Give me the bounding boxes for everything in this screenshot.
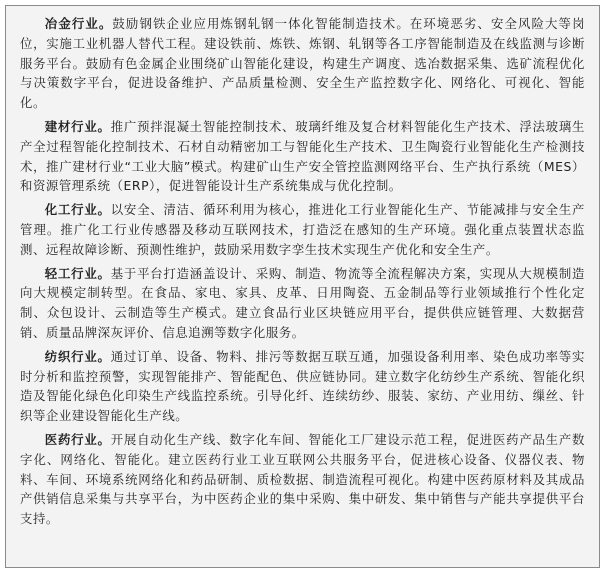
section-heading: 建材行业。 xyxy=(44,118,111,134)
section-body: 推广预拌混凝土智能控制技术、玻璃纤维及复合材料智能化生产技术、浮法玻璃生产全过程智能化控制技术、石材自动精密加工与智能化生产技术、卫生陶瓷行业智能化生产检测技术，推广建材行业“工业大脑”模式。构建矿山生产安全管控监测网络平台、生产执行系统（MES）和资源管理系统（ERP），促进智能设计生产系统集成与优化控制。 xyxy=(20,118,585,194)
paragraph-pharmaceutical xyxy=(20,430,585,529)
paragraph-textile xyxy=(20,347,585,426)
paragraph-building-materials xyxy=(20,117,585,196)
section-heading: 医药行业。 xyxy=(44,431,111,447)
section-body: 开展自动化生产线、数字化车间、智能化工厂建设示范工程，促进医药产品生产数字化、网络化、智能化。建立医药行业工业互联网公共服务平台，促进核心设备、仪器仪表、物料、车间、环境系统网络化和药品研制、质检数据、制造流程可视化。构建中医药原材料及其成品产供销信息采集与共享平台，为中医药企业的集中采购、集中研发、集中销售与产能共享提供平台支持。 xyxy=(20,431,585,527)
section-body: 以安全、清洁、循环利用为核心，推进化工行业智能化生产、节能减排与安全生产管理。推广化工行业传感器及移动互联网技术，打造泛在感知的生产环境。强化重点装置状态监测、远程故障诊断、预测性维护，鼓励采用数字孪生技术实现生产优化和安全生产。 xyxy=(20,202,585,257)
paragraph-chemical xyxy=(20,200,585,259)
section-body: 通过订单、设备、物料、排污等数据互联互通，加强设备利用率、染色成功率等实时分析和监控预警，实现智能排产、智能配色、供应链协同。建立数字化纺纱生产系统、智能化织造及智能化绿色化印染生产线监控系统。引导化纤、连续纺纱、服装、家纺、产业用纺、缫丝、针织等企业建设智能化生产线。 xyxy=(20,348,585,424)
section-heading: 化工行业。 xyxy=(44,202,111,218)
section-heading: 纺织行业。 xyxy=(44,348,111,364)
text-panel xyxy=(5,5,600,568)
section-body: 基于平台打造涵盖设计、采购、制造、物流等全流程解决方案，实现从大规模制造向大规模定制转型。在食品、家电、家具、皮革、日用陶瓷、五金制品等行业领域推行个性化定制、众包设计、云制造等生产模式。建立食品行业区块链应用平台，提供供应链管理、大数据营销、质量品牌深灰评价、信息追溯等数字化服务。 xyxy=(20,265,585,340)
section-heading: 轻工行业。 xyxy=(44,265,111,281)
section-heading: 冶金行业。 xyxy=(44,16,113,31)
section-body: 鼓励钢铁企业应用炼钢轧钢一体化智能制造技术。在环境恶劣、安全风险大等岗位，实施工业机器人替代工程。建设铁前、炼铁、炼钢、轧钢等各工序智能制造及在线监测与诊断服务平台。鼓励有色金属企业围绕矿山智能化建设，构建生产调度、选冶数据采集、选矿流程优化与决策数字平台，促进设备维护、产品质量检测、安全生产监控数字化、网络化、可视化、智能化。 xyxy=(20,16,586,111)
paragraph-metallurgy xyxy=(20,14,585,113)
paragraph-light-industry xyxy=(20,264,585,343)
